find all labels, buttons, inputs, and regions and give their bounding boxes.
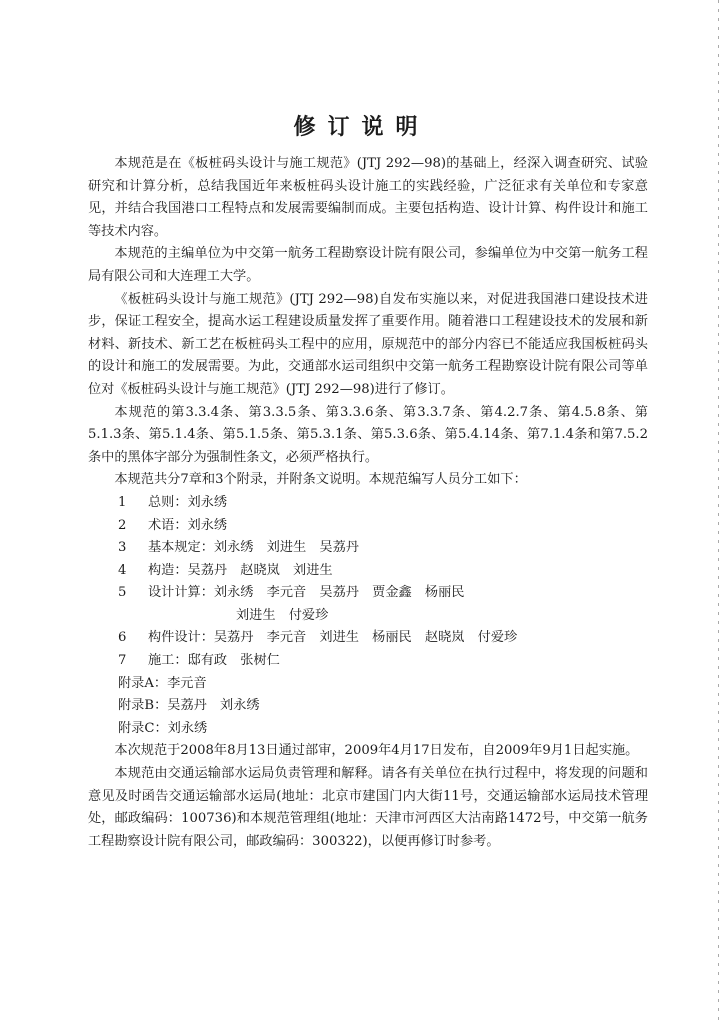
editor-units-paragraph: 本规范的主编单位为中交第一航务工程勘察设计院有限公司，参编单位为中交第一航务工程局有限公司和大连理工大学。 [88,246,648,284]
intro-paragraph: 本规范是在《板桩码头设计与施工规范》(JTJ 292—98)的基础上，经深入调查研究、试验研究和计算分析，总结我国近年来板桩码头设计施工的实践经验，广泛征求有关单位和专家意见，并结合我国港口工程特点和发展需要编制而成。主要包括构造、设计计算、构件设计和施工等技术内容。 [88,156,648,239]
chapter-number: 1 [118,494,127,510]
document-body [88,153,648,853]
author-list-item [88,650,648,673]
scan-edge-marks [718,0,719,1024]
appendix-c-entry: 附录C：刘永绣 [118,720,208,736]
author-list-item [88,492,648,515]
author-entry: 总则：刘永绣 [148,494,228,510]
chapter-number: 6 [118,630,127,646]
chapter-number: 5 [118,585,127,601]
chapter-number: 3 [118,540,127,556]
effective-date-paragraph: 本次规范于2008年8月13日通过部审，2009年4月17日发布，自2009年9月1日起实施。 [114,743,639,759]
chapter-number: 4 [118,562,127,578]
page-title: 修订说明 [293,114,430,140]
chapter-number: 2 [118,517,127,533]
author-entry: 构件设计：吴荔丹 李元音 刘进生 杨丽民 赵晓岚 付爱珍 [148,630,518,646]
author-list-item [88,627,648,650]
appendix-b-entry: 附录B：吴荔丹 刘永绣 [118,698,260,714]
author-entry: 施工：邸有政 张树仁 [148,653,280,669]
author-entry: 设计计算：刘永绣 李元音 吴荔丹 贾金鑫 杨丽民 [148,585,465,601]
author-list [88,492,648,673]
author-list-item [88,605,648,628]
author-list-item [88,537,648,560]
author-list-item [88,515,648,538]
author-entry: 构造：吴荔丹 赵晓岚 刘进生 [148,562,333,578]
management-paragraph: 本规范由交通运输部水运局负责管理和解释。请各有关单位在执行过程中，将发现的问题和意见及时函告交通运输部水运局(地址：北京市建国门内大街11号，交通运输部水运局技术管理处，邮政编码：100736)和本规范管理组(地址：天津市河西区大沽南路1472号，中交第一航务工程勘察设计院有限公司，邮政编码：300322)，以便再修订时参考。 [88,766,648,849]
revision-background-paragraph: 《板桩码头设计与施工规范》(JTJ 292—98)自发布实施以来，对促进我国港口建设技术进步，保证工程安全，提高水运工程建设质量发挥了重要作用。随着港口工程建设技术的发展和新材料、新技术、新工艺在板桩码头工程中的应用，原规范中的部分内容已不能适应我国板桩码头的设计和施工的发展需要。为此，交通部水运司组织中交第一航务工程勘察设计院有限公司等单位对《板桩码头设计与施工规范》(JTJ 292—98)进行了修订。 [88,291,648,397]
author-entry: 术语：刘永绣 [148,517,228,533]
structure-paragraph: 本规范共分7章和3个附录，并附条文说明。本规范编写人员分工如下： [114,472,527,488]
appendix-a-entry: 附录A：李元音 [118,675,207,691]
chapter-number: 7 [118,653,127,669]
mandatory-clauses-paragraph: 本规范的第3.3.4条、第3.3.5条、第3.3.6条、第3.3.7条、第4.2.7条、第4.5.8条、第5.1.3条、第5.1.4条、第5.1.5条、第5.3.1条、第5.3.6条、第5.4.14条、第7.1.4条和第7.5.2条中的黑体字部分为强制性条文，必须严格执行。 [88,404,648,465]
author-list-item [88,560,648,583]
author-list-item [88,582,648,605]
author-entry: 基本规定：刘永绣 刘进生 吴荔丹 [148,540,359,556]
author-entry-continued: 刘进生 付爱珍 [236,607,329,623]
